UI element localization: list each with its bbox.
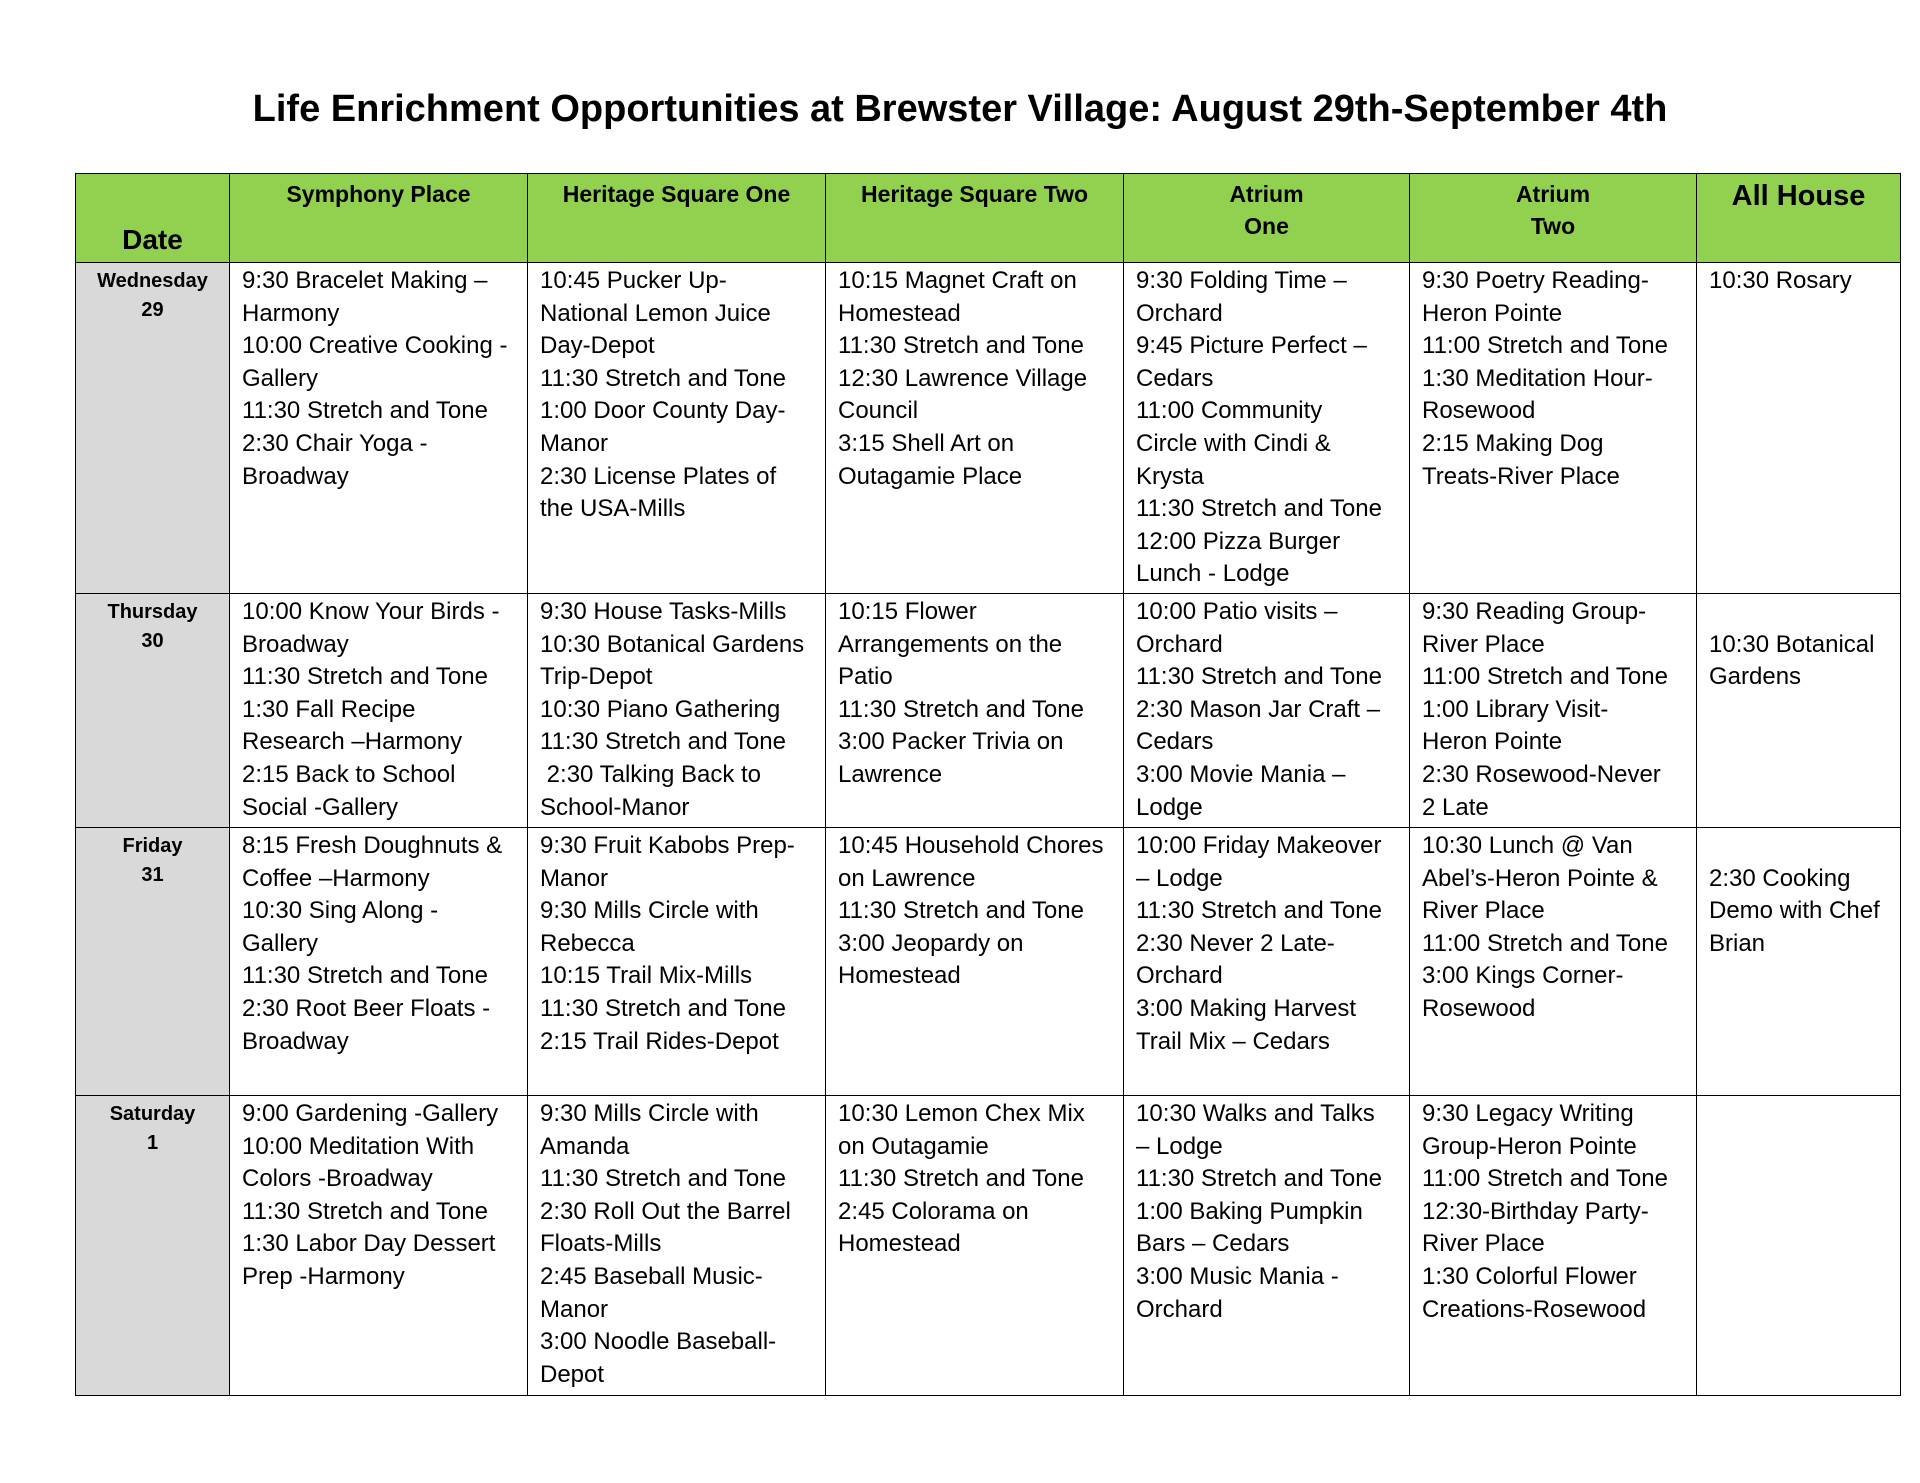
activity-line: River Place (1422, 1230, 1545, 1258)
activity-line: Rosewood (1422, 994, 1536, 1022)
activity-line: 9:30 Bracelet Making – (242, 267, 488, 294)
activity-line: 9:30 Poetry Reading- (1422, 267, 1649, 294)
activity-line: Heron Pointe (1422, 299, 1563, 327)
activity-line: 2:30 Never 2 Late- (1136, 929, 1335, 957)
activity-line: Circle with Cindi & (1136, 429, 1331, 457)
activity-line: 10:15 Trail Mix-Mills (540, 962, 753, 990)
activity-line: 11:00 Stretch and Tone (1422, 663, 1668, 691)
activity-line: 11:00 Stretch and Tone (1422, 929, 1668, 957)
activity-line: 3:00 Music Mania - (1136, 1262, 1339, 1290)
table-row (76, 594, 1901, 828)
activity-line: Manor (540, 1295, 609, 1323)
activity-line: 11:30 Stretch and Tone (242, 397, 488, 425)
activity-cell-atrium-one (1124, 263, 1410, 594)
activity-cell-heritage-square-one (528, 594, 826, 828)
activity-line: 9:30 Mills Circle with (540, 897, 759, 925)
date-cell (76, 1096, 230, 1396)
activity-line: Trip-Depot (540, 663, 653, 691)
activity-line: 10:15 Flower (838, 598, 977, 625)
header-row (76, 174, 1901, 263)
activity-line: Rebecca (540, 929, 635, 957)
activity-line: 10:30 Lemon Chex Mix (838, 1100, 1085, 1127)
activity-cell-heritage-square-one (528, 1096, 826, 1396)
activity-line: Homestead (838, 1230, 961, 1258)
activity-line: Outagamie Place (838, 462, 1023, 490)
activity-line: Heron Pointe (1422, 728, 1563, 756)
activity-cell-heritage-square-two (826, 828, 1124, 1096)
activity-cell-symphony-place (230, 828, 528, 1096)
column-header-label: Heritage Square Two (860, 181, 1089, 207)
activity-line: Group-Heron Pointe (1422, 1132, 1637, 1160)
activity-line: 1:30 Meditation Hour- (1422, 364, 1653, 392)
day-name: Thursday (107, 601, 198, 623)
activity-line: Prep -Harmony (242, 1262, 405, 1290)
activity-line: Orchard (1136, 299, 1223, 327)
activity-line: 2 Late (1422, 793, 1489, 821)
activity-line: 10:30 Botanical (1709, 630, 1875, 658)
activity-line: – Lodge (1136, 1132, 1223, 1160)
activity-line: 12:30-Birthday Party- (1422, 1197, 1649, 1225)
activity-line: 11:30 Stretch and Tone (540, 1165, 786, 1193)
activity-line: 2:45 Baseball Music- (540, 1262, 763, 1290)
activity-line: Broadway (242, 462, 349, 490)
column-header-label: Heritage Square One (562, 181, 791, 207)
activity-line: 1:00 Baking Pumpkin (1136, 1197, 1363, 1225)
table-row (76, 263, 1901, 594)
activity-line: 11:30 Stretch and Tone (242, 663, 488, 691)
activity-line: Bars – Cedars (1136, 1230, 1290, 1258)
activity-line: 10:00 Meditation With (242, 1132, 475, 1160)
activity-line: Creations-Rosewood (1422, 1295, 1647, 1323)
column-header-label: Atrium Two (1515, 181, 1591, 239)
activity-line: 9:30 Mills Circle with (540, 1100, 759, 1127)
activity-line: 11:00 Stretch and Tone (1422, 332, 1668, 360)
activity-cell-heritage-square-one (528, 828, 826, 1096)
activity-cell-symphony-place (230, 263, 528, 594)
activity-line: 9:30 Reading Group- (1422, 598, 1647, 625)
activity-line: 3:15 Shell Art on (838, 429, 1015, 457)
column-header-symphony-place (230, 174, 528, 263)
activity-line: Lawrence (838, 760, 943, 788)
activity-line: National Lemon Juice (540, 299, 771, 327)
activity-line: 2:15 Making Dog (1422, 429, 1604, 457)
activity-cell-atrium-one (1124, 1096, 1410, 1396)
blank-line (1709, 596, 1890, 629)
activity-line: Manor (540, 864, 609, 892)
activity-line: Harmony (242, 299, 340, 327)
activity-line: 11:30 Stretch and Tone (838, 695, 1084, 723)
activity-line: 10:00 Friday Makeover (1136, 832, 1382, 859)
activity-line: Coffee –Harmony (242, 864, 430, 892)
activity-line: 10:30 Botanical Gardens (540, 630, 805, 658)
date-cell (76, 828, 230, 1096)
activity-line: 11:30 Stretch and Tone (540, 728, 786, 756)
activity-line: Orchard (1136, 1295, 1223, 1323)
activity-line: 11:30 Stretch and Tone (838, 1165, 1084, 1193)
activity-cell-symphony-place (230, 1096, 528, 1396)
activity-line: – Lodge (1136, 864, 1223, 892)
activity-line: 2:15 Trail Rides-Depot (540, 1027, 779, 1055)
activity-cell-symphony-place (230, 594, 528, 828)
activity-line: 3:00 Noodle Baseball- (540, 1328, 777, 1356)
activity-line: Orchard (1136, 630, 1223, 658)
activity-line: 8:15 Fresh Doughnuts & (242, 832, 503, 859)
activity-line: 10:30 Sing Along - (242, 897, 439, 925)
activity-line: Broadway (242, 1027, 349, 1055)
activity-cell-atrium-one (1124, 594, 1410, 828)
activity-line: 2:30 Chair Yoga - (242, 429, 428, 457)
activity-line: 12:30 Lawrence Village (838, 364, 1088, 392)
activity-line: River Place (1422, 897, 1545, 925)
activity-line: 11:30 Stretch and Tone (1136, 663, 1382, 691)
activity-line: 2:30 Root Beer Floats - (242, 994, 491, 1022)
activity-line: Brian (1709, 929, 1766, 957)
activity-line: Rosewood (1422, 397, 1536, 425)
activity-line: Cedars (1136, 364, 1214, 392)
activity-line: 9:30 Fruit Kabobs Prep- (540, 832, 795, 859)
activity-line: 10:45 Household Chores (838, 832, 1104, 859)
activity-cell-heritage-square-one (528, 263, 826, 594)
activity-cell-heritage-square-two (826, 263, 1124, 594)
activity-line: 10:30 Piano Gathering (540, 695, 781, 723)
activity-line: 2:30 Cooking (1709, 864, 1851, 892)
column-header-all-house (1697, 174, 1901, 263)
activity-line: Manor (540, 429, 609, 457)
activity-line: 12:00 Pizza Burger (1136, 527, 1341, 555)
activity-line: 2:30 License Plates of (540, 462, 777, 490)
activity-line: 10:30 Walks and Talks (1136, 1100, 1375, 1127)
activity-line: 1:30 Colorful Flower (1422, 1262, 1637, 1290)
activity-line: 2:30 Talking Back to (540, 760, 762, 788)
schedule-table (75, 173, 1901, 1396)
activity-line: on Outagamie (838, 1132, 989, 1160)
date-cell (76, 263, 230, 594)
activity-line: River Place (1422, 630, 1545, 658)
activity-cell-atrium-two (1410, 828, 1697, 1096)
day-name: Friday (122, 835, 183, 857)
activity-line: 10:30 Lunch @ Van (1422, 832, 1633, 859)
activity-line: 2:15 Back to School (242, 760, 456, 788)
activity-line: 3:00 Kings Corner- (1422, 962, 1624, 990)
activity-cell-atrium-two (1410, 1096, 1697, 1396)
activity-line: on Lawrence (838, 864, 976, 892)
table-row (76, 828, 1901, 1096)
activity-line: Amanda (540, 1132, 630, 1160)
activity-line: Day-Depot (540, 332, 655, 360)
activity-line: Gardens (1709, 663, 1802, 691)
activity-line: 11:30 Stretch and Tone (242, 962, 488, 990)
activity-line: 10:00 Patio visits – (1136, 598, 1338, 625)
activity-line: 2:30 Roll Out the Barrel (540, 1197, 791, 1225)
activity-line: 10:30 Rosary (1709, 267, 1852, 294)
activity-line: 3:00 Movie Mania – (1136, 760, 1346, 788)
activity-line: Arrangements on the (838, 630, 1063, 658)
activity-line: 3:00 Packer Trivia on (838, 728, 1064, 756)
column-header-atrium-one (1124, 174, 1410, 263)
activity-line: 1:30 Labor Day Dessert (242, 1230, 496, 1258)
column-header-atrium-two (1410, 174, 1697, 263)
activity-line: 9:00 Gardening -Gallery (242, 1100, 499, 1127)
activity-line: 2:30 Mason Jar Craft – (1136, 695, 1381, 723)
activity-line: School-Manor (540, 793, 690, 821)
day-name: Saturday (109, 1103, 196, 1125)
blank-line (1709, 830, 1890, 863)
activity-cell-all-house (1697, 594, 1901, 828)
activity-line: 11:30 Stretch and Tone (540, 994, 786, 1022)
activity-line: 11:00 Community (1136, 397, 1323, 425)
activity-line: 10:00 Creative Cooking - (242, 332, 508, 360)
column-header-date: Date (76, 174, 230, 263)
activity-line: 9:45 Picture Perfect – (1136, 332, 1367, 360)
column-header-label: Atrium One (1229, 181, 1304, 239)
day-number: 1 (146, 1132, 159, 1154)
activity-line: 11:30 Stretch and Tone (1136, 1165, 1382, 1193)
activity-line: 10:00 Know Your Birds - (242, 598, 500, 625)
activity-line: 11:30 Stretch and Tone (838, 897, 1084, 925)
activity-line: 9:30 House Tasks-Mills (540, 598, 787, 625)
activity-line: 11:30 Stretch and Tone (838, 332, 1084, 360)
activity-line: Lodge (1136, 793, 1203, 821)
day-number: 31 (141, 864, 164, 886)
activity-line: Homestead (838, 299, 961, 327)
page-title: Life Enrichment Opportunities at Brewster Village: August 29th-September 4th (252, 88, 1668, 130)
activity-line: 11:30 Stretch and Tone (242, 1197, 488, 1225)
day-number: 30 (141, 630, 164, 652)
activity-line: the USA-Mills (540, 495, 686, 523)
activity-line: Abel’s-Heron Pointe & (1422, 864, 1658, 892)
activity-line: 1:00 Library Visit- (1422, 695, 1609, 723)
activity-line: 11:30 Stretch and Tone (540, 364, 786, 392)
column-header-label: Symphony Place (286, 181, 471, 207)
activity-cell-all-house (1697, 1096, 1901, 1396)
activity-line: 3:00 Jeopardy on (838, 929, 1024, 957)
activity-line: Cedars (1136, 728, 1214, 756)
activity-cell-heritage-square-two (826, 1096, 1124, 1396)
activity-line: Demo with Chef (1709, 897, 1880, 925)
activity-line: 1:30 Fall Recipe (242, 695, 416, 723)
activity-line: Broadway (242, 630, 349, 658)
activity-line: 3:00 Making Harvest (1136, 994, 1357, 1022)
activity-line: Treats-River Place (1422, 462, 1620, 490)
column-header-label: All House (1731, 180, 1866, 212)
activity-line: Council (838, 397, 919, 425)
activity-line: Colors -Broadway (242, 1165, 433, 1193)
activity-line: 10:15 Magnet Craft on (838, 267, 1077, 294)
activity-line: Homestead (838, 962, 961, 990)
activity-line: 9:30 Legacy Writing (1422, 1100, 1634, 1127)
activity-cell-atrium-one (1124, 828, 1410, 1096)
activity-line: 2:30 Rosewood-Never (1422, 760, 1661, 788)
day-name: Wednesday (97, 270, 208, 292)
activity-line: 9:30 Folding Time – (1136, 267, 1347, 294)
date-cell (76, 594, 230, 828)
activity-line: Depot (540, 1360, 605, 1388)
activity-line: Trail Mix – Cedars (1136, 1027, 1330, 1055)
column-header-heritage-square-two (826, 174, 1124, 263)
activity-cell-atrium-two (1410, 594, 1697, 828)
activity-line: Krysta (1136, 462, 1205, 490)
activity-cell-atrium-two (1410, 263, 1697, 594)
activity-cell-heritage-square-two (826, 594, 1124, 828)
activity-line: 11:30 Stretch and Tone (1136, 495, 1382, 523)
activity-line: Lunch - Lodge (1136, 560, 1290, 588)
activity-line: 11:00 Stretch and Tone (1422, 1165, 1668, 1193)
activity-line: 10:45 Pucker Up- (540, 267, 727, 294)
activity-line: Gallery (242, 929, 319, 957)
activity-line: Orchard (1136, 962, 1223, 990)
column-header-heritage-square-one (528, 174, 826, 263)
table-row (76, 1096, 1901, 1396)
activity-cell-all-house (1697, 263, 1901, 594)
activity-line: 2:45 Colorama on (838, 1197, 1029, 1225)
activity-line: Social -Gallery (242, 793, 399, 821)
activity-line: Patio (838, 663, 893, 691)
activity-cell-all-house (1697, 828, 1901, 1096)
activity-line: 1:00 Door County Day- (540, 397, 786, 425)
activity-line: Floats-Mills (540, 1230, 662, 1258)
day-number: 29 (141, 299, 164, 321)
activity-line: Research –Harmony (242, 728, 463, 756)
activity-line: 11:30 Stretch and Tone (1136, 897, 1382, 925)
activity-line: Gallery (242, 364, 319, 392)
